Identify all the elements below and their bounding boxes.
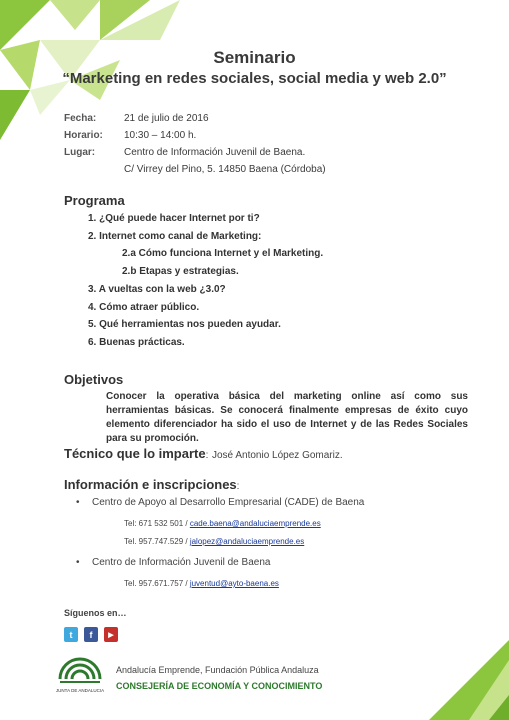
centro1-email1-link[interactable]: cade.baena@andaluciaemprende.es (189, 519, 321, 528)
event-details (64, 110, 326, 178)
time-value: 10:30 – 14:00 h. (124, 130, 197, 141)
programa-subitem: 2.a Cómo funciona Internet y el Marketing. (122, 248, 324, 260)
list-item (76, 557, 364, 568)
date-label: Fecha: (64, 113, 97, 124)
place-label: Lugar: (64, 147, 96, 158)
programa-item: 4. Cómo atraer público. (88, 301, 200, 313)
centro2-tel: Tel. 957.671.757 / (124, 579, 190, 588)
follow-us-label: Síguenos en… (64, 608, 127, 618)
bullet-icon: • (76, 497, 80, 508)
place-value-2: C/ Virrey del Pino, 5. 14850 Baena (Córdoba) (124, 164, 326, 175)
decorative-corner-bottom-right (419, 640, 509, 720)
centro1-tel2: Tel. 957.747.529 / (124, 537, 190, 546)
consejeria-name: CONSEJERÍA DE ECONOMÍA Y CONOCIMIENTO (116, 681, 323, 691)
info-line (64, 477, 239, 492)
programa-subitem: 2.b Etapas y estrategias. (122, 266, 239, 278)
centro1-contacts (76, 518, 364, 548)
programa-heading: Programa (64, 193, 125, 208)
twitter-icon[interactable]: t (64, 627, 78, 642)
tecnico-line (64, 446, 343, 461)
youtube-icon[interactable]: ▶ (104, 627, 118, 642)
info-colon: : (236, 481, 240, 492)
org-name: Andalucía Emprende, Fundación Pública Andaluza (116, 665, 319, 675)
programa-item: 6. Buenas prácticas. (88, 336, 185, 348)
seminar-subtitle: “Marketing en redes sociales, social media y web 2.0” (62, 70, 447, 87)
list-item (76, 497, 364, 508)
programa-item: 3. A vueltas con la web ¿3.0? (88, 283, 226, 295)
info-heading: Información e inscripciones (64, 477, 237, 492)
place-value-1: Centro de Información Juvenil de Baena. (124, 147, 306, 158)
objetivos-heading: Objetivos (64, 372, 124, 387)
centro2-name: Centro de Información Juvenil de Baena (92, 557, 271, 568)
time-label: Horario: (64, 130, 103, 141)
centro1-email2-link[interactable]: jalopez@andaluciaemprende.es (189, 537, 305, 546)
tecnico-colon: : (205, 450, 209, 461)
programa-item: 2. Internet como canal de Marketing: (88, 230, 262, 242)
tecnico-heading: Técnico que lo imparte (64, 446, 206, 461)
centro1-tel1: Tel: 671 532 501 / (124, 519, 190, 528)
logo-caption: JUNTA DE ANDALUCIA (55, 688, 105, 693)
programa-item: 1. ¿Qué puede hacer Internet por ti? (88, 213, 260, 224)
social-icons (64, 627, 118, 642)
objetivos-text: Conocer la operativa básica del marketing online así como sus herramientas básicas. Se conocerá finalmente empresas de éxito cuyo elemento diferenciador ha sido el uso de Internet y de las Redes Sociales para su promoción. (106, 391, 468, 444)
programa-list (88, 210, 323, 352)
centro2-email-link[interactable]: juventud@ayto-baena.es (189, 579, 279, 588)
programa-item: 5. Qué herramientas nos pueden ayudar. (88, 319, 281, 331)
date-value: 21 de julio de 2016 (124, 113, 209, 124)
seminar-title: Seminario (213, 48, 296, 67)
facebook-icon[interactable]: f (84, 627, 98, 642)
bullet-icon: • (76, 557, 80, 568)
junta-andalucia-logo (54, 655, 106, 695)
centro1-name: Centro de Apoyo al Desarrollo Empresarial (CADE) de Baena (92, 497, 365, 508)
centro2-contacts (76, 578, 364, 590)
tecnico-name: José Antonio López Gomariz. (212, 450, 343, 461)
info-section (76, 497, 364, 590)
